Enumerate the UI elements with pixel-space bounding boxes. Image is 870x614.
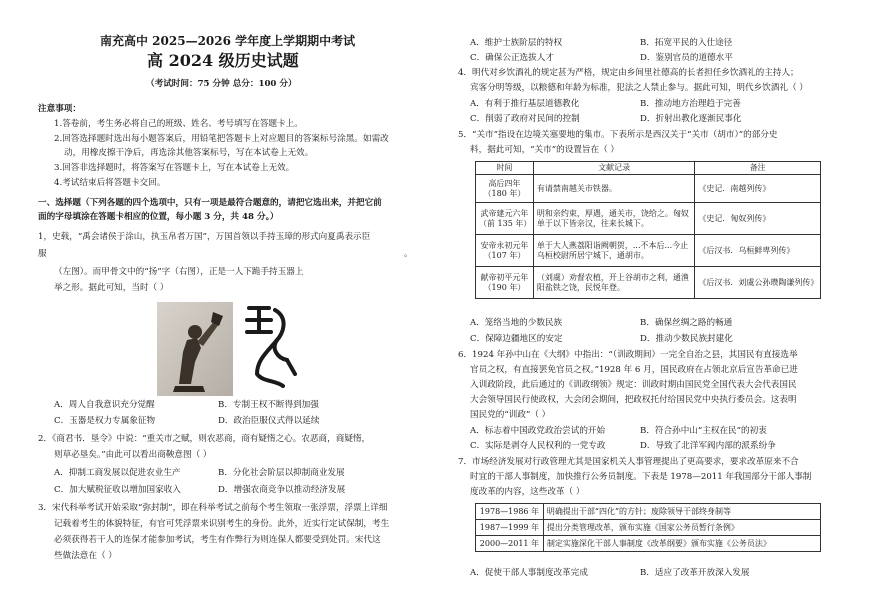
question-text: 记载着考生的体貌特征，有官可凭浮票来识别考生的身份。此外，近实行定试保制，考生 [54, 519, 390, 529]
option-a: A．抑制工商发展以促进农业生产 [54, 468, 181, 478]
question-text: 宾客分明等级，以粮德和年龄为标准，犯法之人禁止参与。据此可知，明代乡饮酒礼（ ） [470, 83, 808, 93]
table-cell: 《后汉书．刘虞公孙瓒陶谦列传》 [695, 267, 821, 299]
option-a: A．标志着中国政党政治尝试的开始 [470, 426, 606, 436]
section-heading: 面的字母填涂在答题卡相应的位置，每小题 3 分，共 48 分。） [38, 212, 279, 222]
question-text: 。 [404, 249, 413, 259]
table-header: 文献记录 [533, 162, 694, 175]
table-cell: 有请禁南越关市铁器。 [533, 175, 694, 203]
option-d: D．增强农商竞争以推动经济发展 [218, 485, 346, 495]
option-c: C．实际是剥夺人民权利的一党专政 [470, 441, 606, 451]
question-text: 1，史载，“禹会诸侯于涂山，执玉帛者万国”，万国首领以手持玉璋的形式向夏禹表示臣 [38, 232, 371, 242]
option-b: B．适应了改革开放深入发展 [640, 568, 750, 578]
option-d: D．推动少数民族封建化 [640, 334, 733, 344]
table-header: 时间 [476, 162, 534, 175]
table-header: 备注 [695, 162, 821, 175]
question-text: 5．“关市”指设在边境关塞要地的集市。下表所示是西汉关于“关市（胡市）”的部分史 [458, 130, 778, 140]
guanshi-table [475, 161, 821, 299]
jade-holding-figure-image [157, 302, 233, 396]
question-text: 时宜的干部人事制度，加快推行公务员制度。下表是 1978—2011 年我国部分干部人事制 [470, 472, 812, 482]
question-text: 服 [38, 249, 47, 259]
question-text: 2．《商君书．垦令》中说：“重关市之赋，则农恶商，商有疑惰之心。农恶商，商疑惰， [38, 434, 371, 444]
table-cell: 安帝永初元年（107 年） [476, 235, 534, 267]
question-text: 则草必垦矣。”由此可以看出商鞅意图（ ） [54, 450, 212, 460]
option-d: D．导致了北洋军阀内部的派系纷争 [640, 441, 776, 451]
question-text: 入训政阶段，此后通过的《训政纲领》规定：训政时期由国民党全国代表大会代表国民 [470, 380, 797, 390]
reform-table [475, 503, 821, 552]
table-cell: 《后汉书．乌桓鲜卑列传》 [695, 235, 821, 267]
option-c: C．削弱了政府对民间的控制 [470, 114, 580, 124]
exam-time-info: （考试时间：75 分钟 总分：100 分） [146, 79, 297, 89]
question-text: 官员之权，有直接罢免官员之权。”1928 年 6 月，国民政府在占领北京后宣告革命已进 [470, 365, 798, 375]
option-a: A．笼络当地的少数民族 [470, 318, 563, 328]
question-text: 必须获得若干人的连保才能参加考试，考生有作弊行为则连保人都要受到处罚。宋代这 [54, 535, 381, 545]
note-item: 4.考试结束后将答题卡交回。 [54, 178, 166, 188]
option-b: B．拓宽平民的入仕途径 [640, 38, 733, 48]
option-b: B．专制王权不断得到加强 [218, 400, 319, 410]
question-text: 3．宋代科举考试开始采取“弥封制”，即在科举考试之前每个考生领取一张浮票，浮票上详细 [38, 503, 388, 513]
option-a: A．有利于推行基层道德教化 [470, 99, 580, 109]
option-b: B．推动地方治理趋于完善 [640, 99, 741, 109]
table-cell: 高后四年（180 年） [476, 175, 534, 203]
table-cell: 献帝初平元年（190 年） [476, 267, 534, 299]
note-item: 动，用橡皮擦干净后，再选涂其他答案标号，写在本试卷上无效。 [64, 148, 314, 158]
option-b: B．符合孙中山“主权在民”的初衷 [640, 426, 767, 436]
question-text: 举之形。据此可知，当时（ ） [54, 283, 169, 293]
question-text: 国民党的“训政”（ ） [470, 410, 551, 420]
question-text: 4．明代对乡饮酒礼的规定甚为严格，规定由乡间里社德高的长者担任乡饮酒礼的主持人； [458, 68, 799, 78]
option-c: C．确保公正选拔人才 [470, 53, 554, 63]
option-c: C．玉器是权力专属象征物 [54, 416, 156, 426]
table-cell: 制定实施深化干部人事制度《改革纲要》颁布实施《公务员法》 [543, 536, 820, 552]
table-cell: 单于大人燕荔阳诣阙朝贺，...不本后...今止乌桓校尉所居宁城下，通胡市。 [533, 235, 694, 267]
option-a: A．维护士族阶层的特权 [470, 38, 563, 48]
option-d: D．政治臣服仪式得以延续 [218, 416, 320, 426]
table-cell: 1987—1999 年 [476, 520, 544, 536]
question-text: 6．1924 年孙中山在《大纲》中指出：“（训政期间）一完全自治之县，其国民有直接选举 [458, 350, 798, 360]
option-d: D．折射出教化逐渐民事化 [640, 114, 742, 124]
option-a: A．周人自我意识充分觉醒 [54, 400, 155, 410]
exam-title: 高 2024 级历史试题 [147, 51, 299, 70]
table-cell: 明确提出干部“四化”的方针；废除领导干部终身制等 [543, 504, 820, 520]
table-cell: （刘虞）劝督农植，开上谷胡市之利，通渔阳盐铁之饶，民悦年登。 [533, 267, 694, 299]
table-cell: 《史记．匈奴列传》 [695, 203, 821, 235]
note-item: 3.回答非选择题时，将答案写在答题卡上，写在本试卷上无效。 [54, 163, 295, 173]
question-text: 大会领导国民行使政权，大会闭会期间，把政权托付给国民党中央执行委员会。这表明 [470, 395, 797, 405]
option-c: C．保障边疆地区的安定 [470, 334, 563, 344]
oracle-bone-yang-character-image [243, 300, 299, 390]
note-item: 1.答卷前，考生务必将自己的班级、姓名、考号填写在答题卡上。 [54, 119, 303, 129]
option-b: B．分化社会阶层以抑制商业发展 [218, 468, 345, 478]
table-cell: 《史记．南越列传》 [695, 175, 821, 203]
option-a: A．促使干部人事制度改革完成 [470, 568, 588, 578]
table-cell: 2000—2011 年 [476, 536, 544, 552]
question-text: 度改革的内容，这些改革（ ） [470, 487, 585, 497]
table-cell: 提出分类管理改革，颁布实施《国家公务员暂行条例》 [543, 520, 820, 536]
option-c: C．加大赋税征收以增加国家收入 [54, 485, 181, 495]
school-title: 南充高中 2025—2026 学年度上学期期中考试 [100, 34, 356, 48]
table-cell: 武帝建元六年（前 135 年） [476, 203, 534, 235]
note-item: 2.回答选择题时选出每小题答案后，用铅笔把答题卡上对应题目的答案标号涂黑。如需改 [54, 134, 389, 144]
notes-heading: 注意事项： [38, 104, 81, 114]
question-text: 些做法意在（ ） [54, 551, 117, 561]
table-cell: 1978—1986 年 [476, 504, 544, 520]
question-text: 料，据此可知，“关市”的设置旨在（ ） [470, 145, 620, 155]
section-heading: 一、选择题（下列各题的四个选项中，只有一项是最符合题意的，请把它选出来，并把它前 [38, 198, 382, 208]
question-text: 7．市场经济发展对行政管理尤其是国家机关人事管理提出了更高要求，要求改革原来不合 [458, 457, 799, 467]
option-d: D．鉴别官员的道德水平 [640, 53, 733, 63]
option-b: B．确保丝绸之路的畅通 [640, 318, 733, 328]
question-text: （左图）。而甲骨文中的“扬”字（右图），正是一人下跪手持玉器上 [54, 267, 304, 277]
table-cell: 明和亲约束，厚遇，通关市，饶给之。匈奴单于以下皆亲汉，往来长城下。 [533, 203, 694, 235]
